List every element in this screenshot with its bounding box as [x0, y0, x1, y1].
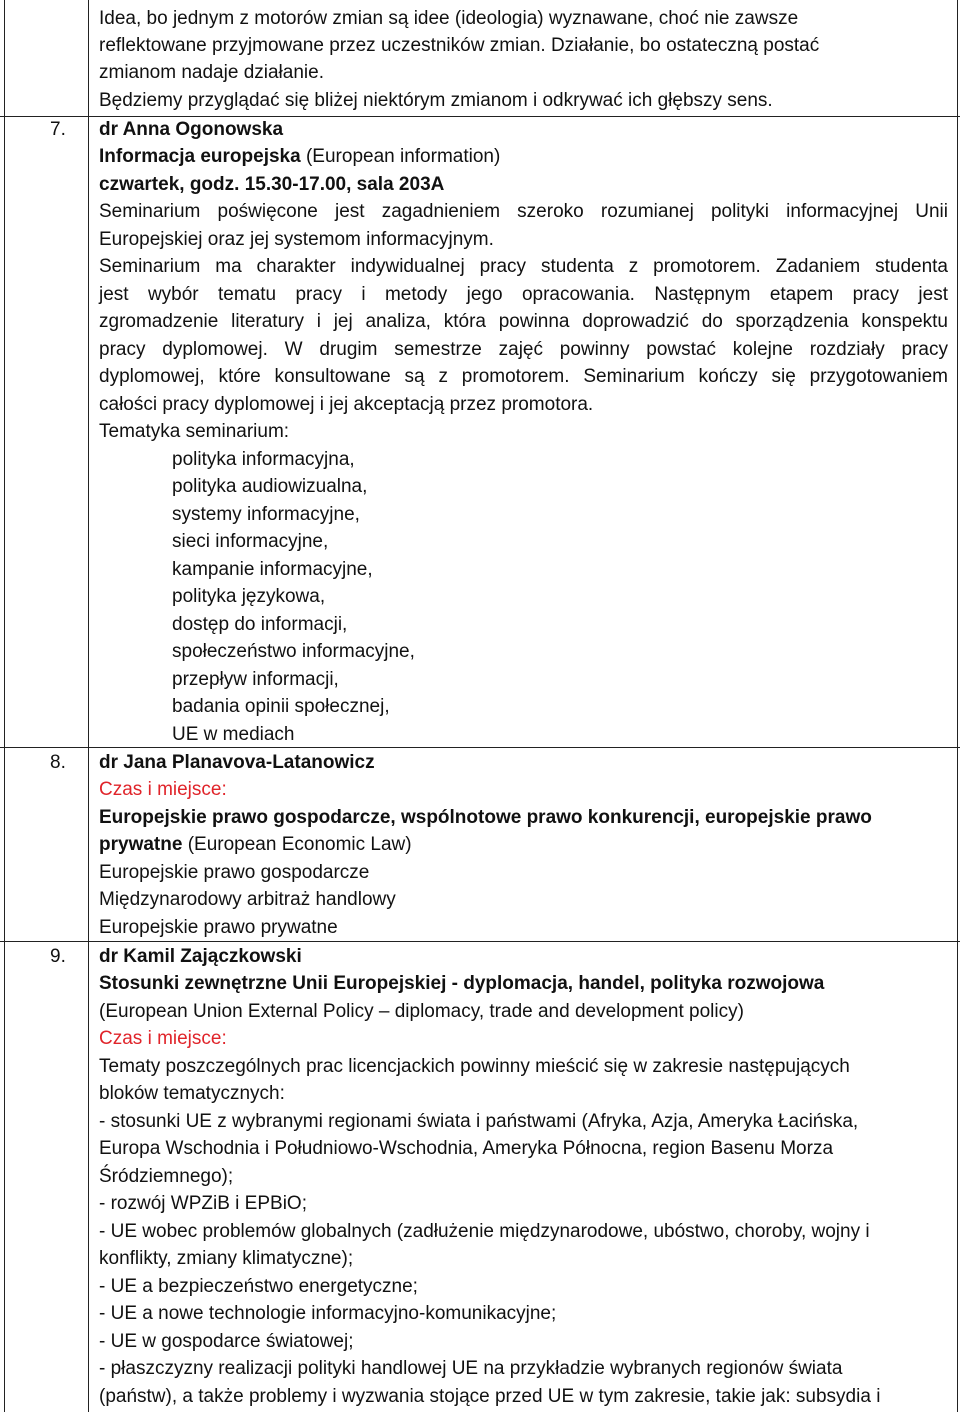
topics-header: Tematyka seminarium: — [99, 421, 290, 442]
desc-line: całości pracy dyplomowej i jej akceptacją przez promotora. — [99, 394, 594, 415]
text-line: Będziemy przyglądać się bliżej niektórym zmianom i odkrywać ich głębszy sens. — [99, 90, 773, 111]
topic-line: - UE wobec problemów globalnych (zadłużenie międzynarodowe, ubóstwo, choroby, wojny i — [99, 1221, 870, 1242]
course-item: Międzynarodowy arbitraż handlowy — [99, 889, 396, 910]
topic-item: dostęp do informacji, — [172, 614, 348, 635]
topic-item: UE w mediach — [172, 724, 295, 745]
text-line: Idea, bo jednym z motorów zmian są idee (ideologia) wyznawane, choć nie zawsze — [99, 8, 799, 29]
desc-line: Seminarium ma charakter indywidualnej pracy studenta z promotorem. Zadaniem studenta — [99, 256, 948, 277]
course-item: Europejskie prawo prywatne — [99, 917, 338, 938]
course-title-en: (European Union External Policy – diplomacy, trade and development policy) — [99, 1001, 744, 1022]
table-border-right — [957, 0, 958, 1412]
lecturer-name: dr Anna Ogonowska — [99, 119, 284, 140]
table-border-left — [4, 0, 5, 1412]
desc-line: pracy dyplomowej. W drugim semestrze zajęć powinny powstać kolejne rozdziały pracy — [99, 339, 948, 360]
course-title — [99, 143, 500, 171]
topic-line: - stosunki UE z wybranymi regionami świata i państwami (Afryka, Azja, Ameryka Łacińska, — [99, 1111, 859, 1132]
topic-line: Europa Wschodnia i Południowo-Wschodnia, Ameryka Północna, region Basenu Morza — [99, 1138, 834, 1159]
course-title-pl: Informacja europejska — [99, 146, 301, 167]
topic-line: bloków tematycznych: — [99, 1083, 285, 1104]
time-place-label: Czas i miejsce: — [99, 1028, 227, 1049]
desc-line: Seminarium poświęcone jest zagadnieniem szeroko rozumianej polityki informacyjnej Unii — [99, 201, 948, 222]
topic-item: przepływ informacji, — [172, 669, 339, 690]
topic-item: kampanie informacyjne, — [172, 559, 373, 580]
desc-line: dyplomowej, które konsultowane są z promotorem. Seminarium kończy się przygotowaniem — [99, 366, 948, 387]
desc-line: Europejskiej oraz jej systemom informacyjnym. — [99, 229, 494, 250]
topic-line: Tematy poszczególnych prac licencjackich powinny mieścić się w zakresie następujących — [99, 1056, 850, 1077]
course-title-en: (European Economic Law) — [182, 834, 412, 855]
topic-line: konflikty, zmiany klimatyczne); — [99, 1248, 354, 1269]
row-number: 8. — [50, 752, 66, 773]
text-line: reflektowane przyjmowane przez uczestników zmian. Działanie, bo ostateczną postać — [99, 35, 820, 56]
topic-line: (państw), a także problemy i wyzwania stojące przed UE w tym zakresie, takie jak: subsydia i — [99, 1386, 881, 1407]
lecturer-name: dr Kamil Zajączkowski — [99, 946, 302, 967]
row-number: 9. — [50, 946, 66, 967]
desc-line: jest wybór tematu pracy i metody jego opracowania. Następnym etapem pracy jest — [99, 284, 948, 305]
topic-item: polityka informacyjna, — [172, 449, 355, 470]
topic-line: - rozwój WPZiB i EPBiO; — [99, 1193, 307, 1214]
topic-item: systemy informacyjne, — [172, 504, 360, 525]
course-title — [99, 831, 412, 859]
row-divider — [0, 747, 960, 748]
topic-item: polityka audiowizualna, — [172, 476, 368, 497]
topic-line: - płaszczyzny realizacji polityki handlowej UE na przykładzie wybranych regionów świata — [99, 1358, 843, 1379]
row-number: 7. — [50, 119, 66, 140]
course-item: Europejskie prawo gospodarcze — [99, 862, 370, 883]
desc-line: zgromadzenie literatury i jej analiza, która powinna doprowadzić do sporządzenia konspektu — [99, 311, 948, 332]
topic-item: społeczeństwo informacyjne, — [172, 641, 415, 662]
course-title-pl: prywatne — [99, 834, 183, 855]
topic-item: badania opinii społecznej, — [172, 696, 390, 717]
course-title-line: Europejskie prawo gospodarcze, wspólnotowe prawo konkurencji, europejskie prawo — [99, 807, 872, 828]
topic-line: - UE a nowe technologie informacyjno-komunikacyjne; — [99, 1303, 557, 1324]
topic-item: polityka językowa, — [172, 586, 326, 607]
topic-line: Śródziemnego); — [99, 1166, 234, 1187]
time-place-label: Czas i miejsce: — [99, 779, 227, 800]
topic-line: - UE w gospodarce światowej; — [99, 1331, 354, 1352]
course-title-en: (European information) — [300, 146, 501, 167]
topic-line: - UE a bezpieczeństwo energetyczne; — [99, 1276, 418, 1297]
lecturer-name: dr Jana Planavova-Latanowicz — [99, 752, 375, 773]
text-line: zmianom nadaje działanie. — [99, 62, 324, 83]
table-border-column — [88, 0, 89, 1412]
topic-item: sieci informacyjne, — [172, 531, 329, 552]
course-time: czwartek, godz. 15.30-17.00, sala 203A — [99, 174, 445, 195]
course-title: Stosunki zewnętrzne Unii Europejskiej - dyplomacja, handel, polityka rozwojowa — [99, 973, 825, 994]
